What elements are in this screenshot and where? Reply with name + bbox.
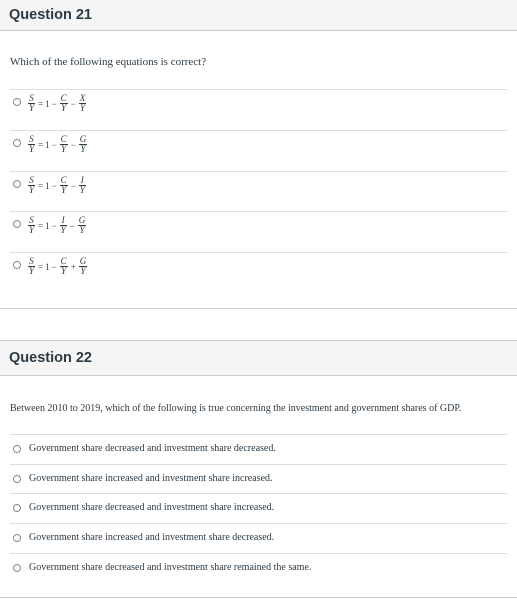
numerator: S	[29, 175, 34, 185]
fraction	[28, 176, 35, 195]
equation	[27, 94, 87, 113]
operator: −	[70, 139, 76, 150]
fraction	[60, 135, 68, 154]
radio-button[interactable]	[13, 180, 21, 188]
answer-option[interactable]	[10, 211, 507, 252]
fraction	[79, 176, 86, 195]
answer-option[interactable]	[10, 130, 507, 171]
constant: 1	[45, 220, 50, 231]
operator: −	[51, 98, 57, 109]
numerator: G	[79, 256, 87, 266]
fraction	[79, 135, 88, 154]
numerator: G	[78, 215, 86, 225]
numerator: S	[29, 215, 34, 225]
radio-button[interactable]	[13, 220, 21, 228]
numerator: I	[80, 175, 84, 185]
question-21-title: Question 21	[9, 7, 92, 23]
answer-option-label: Government share increased and investment share decreased.	[29, 532, 275, 544]
radio-button[interactable]	[13, 139, 21, 147]
answer-option[interactable]	[10, 434, 507, 463]
denominator: Y	[29, 225, 35, 235]
fraction	[60, 257, 68, 276]
answer-option[interactable]	[10, 464, 507, 493]
equals-sign: =	[38, 139, 44, 150]
operator: −	[51, 139, 57, 150]
numerator: X	[79, 93, 86, 103]
answer-option[interactable]	[10, 523, 507, 552]
denominator: Y	[80, 103, 86, 113]
question-21-header	[0, 0, 517, 31]
radio-button[interactable]	[13, 504, 21, 512]
denominator: Y	[60, 225, 66, 235]
answer-option-label: Government share decreased and investment share increased.	[29, 502, 275, 514]
operator: −	[51, 220, 57, 231]
fraction	[28, 135, 35, 154]
fraction	[60, 176, 68, 195]
question-22-header	[0, 341, 517, 376]
equation	[27, 216, 87, 235]
radio-button[interactable]	[13, 98, 21, 106]
fraction	[79, 257, 88, 276]
radio-button[interactable]	[13, 261, 21, 269]
operator: −	[70, 98, 76, 109]
denominator: Y	[29, 144, 35, 154]
answer-option-label: Government share decreased and investment share remained the same.	[29, 561, 312, 573]
answer-option[interactable]	[10, 89, 507, 130]
radio-button[interactable]	[13, 445, 21, 453]
fraction	[60, 94, 68, 113]
fraction	[79, 94, 87, 113]
fraction	[78, 216, 87, 235]
question-21-text: Which of the following equations is correct?	[10, 56, 207, 68]
numerator: G	[79, 134, 87, 144]
answer-option-label: Government share decreased and investment share decreased.	[29, 443, 276, 454]
equals-sign: =	[38, 98, 44, 109]
equation	[27, 135, 88, 154]
question-22-title: Question 22	[9, 350, 92, 366]
numerator: S	[29, 256, 34, 266]
answer-option[interactable]	[10, 171, 507, 212]
equals-sign: =	[38, 180, 44, 191]
fraction	[28, 216, 35, 235]
constant: 1	[45, 139, 50, 150]
operator: −	[69, 220, 75, 231]
answer-option[interactable]	[10, 252, 507, 293]
operator: −	[51, 261, 57, 272]
denominator: Y	[79, 185, 85, 195]
equals-sign: =	[38, 220, 44, 231]
radio-button[interactable]	[13, 564, 21, 572]
denominator: Y	[80, 144, 86, 154]
answer-option[interactable]	[10, 553, 507, 582]
denominator: Y	[61, 144, 67, 154]
fraction	[28, 257, 35, 276]
operator: −	[70, 180, 76, 191]
denominator: Y	[61, 266, 67, 276]
radio-button[interactable]	[13, 475, 21, 483]
question-22-text: Between 2010 to 2019, which of the following is true concerning the investment and government shares of GDP.	[10, 403, 462, 414]
question-21-bottom-border	[0, 308, 517, 309]
constant: 1	[45, 180, 50, 191]
constant: 1	[45, 261, 50, 272]
question-22-bottom-border	[0, 597, 517, 598]
equation	[27, 257, 88, 276]
numerator: S	[29, 134, 34, 144]
constant: 1	[45, 98, 50, 109]
answer-option-label: Government share increased and investment share increased.	[29, 472, 273, 484]
denominator: Y	[61, 185, 67, 195]
operator: −	[51, 180, 57, 191]
numerator: C	[60, 175, 67, 185]
equals-sign: =	[38, 261, 44, 272]
numerator: C	[60, 134, 67, 144]
numerator: C	[60, 256, 67, 266]
denominator: Y	[79, 225, 85, 235]
denominator: Y	[80, 266, 86, 276]
fraction	[60, 216, 67, 235]
fraction	[28, 94, 35, 113]
question-22	[0, 340, 517, 604]
denominator: Y	[29, 266, 35, 276]
numerator: I	[61, 215, 65, 225]
denominator: Y	[29, 103, 35, 113]
operator: +	[70, 261, 76, 272]
numerator: S	[29, 93, 34, 103]
denominator: Y	[29, 185, 35, 195]
numerator: C	[60, 93, 67, 103]
equation	[27, 176, 87, 195]
radio-button[interactable]	[13, 534, 21, 542]
answer-option[interactable]	[10, 493, 507, 522]
denominator: Y	[61, 103, 67, 113]
